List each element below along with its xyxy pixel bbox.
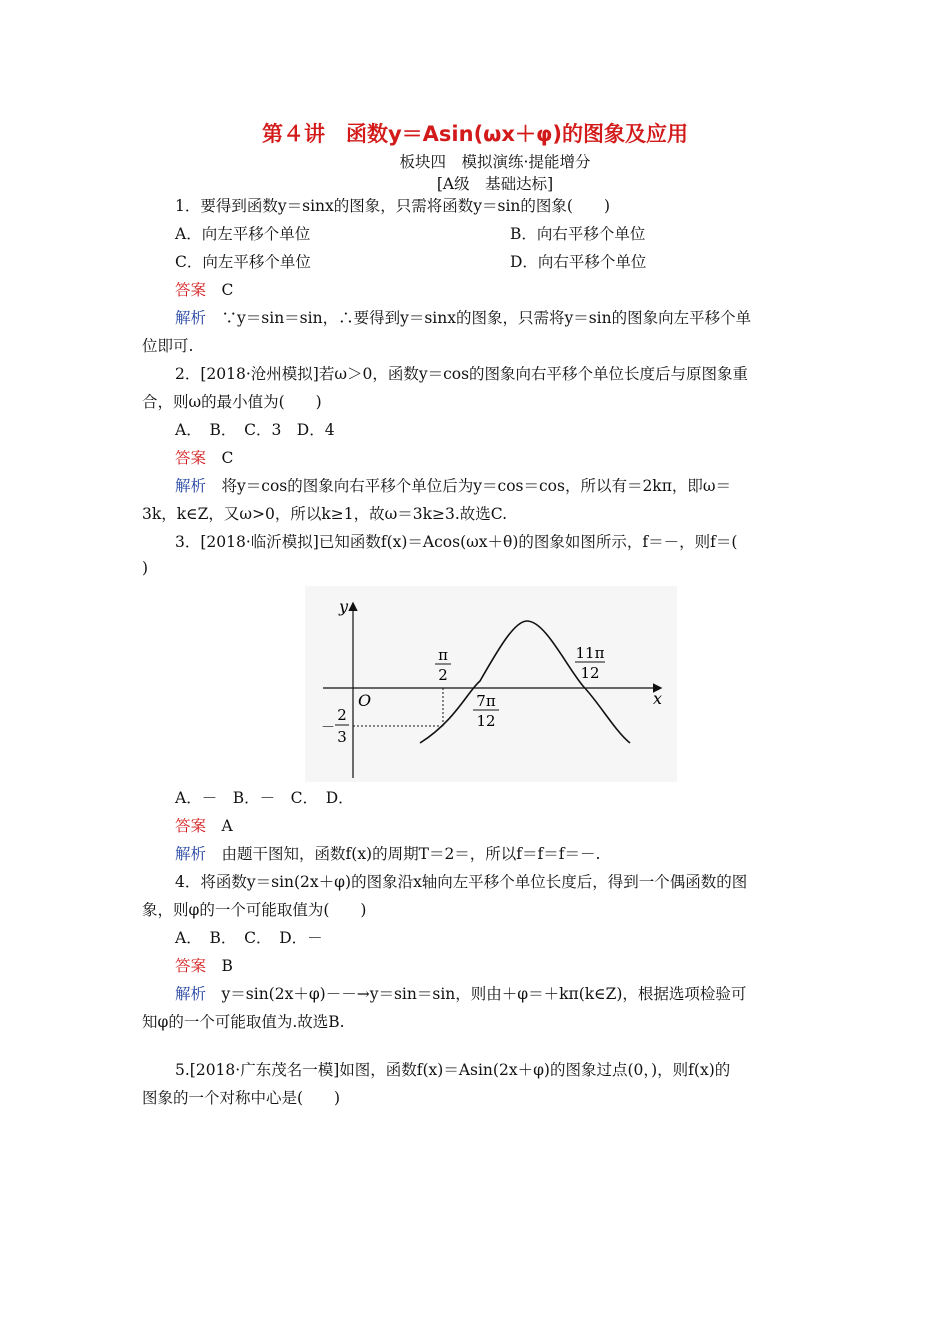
- q5-stem-line1: 5.[2018·广东茂名一模]如图，函数f(x)＝Asin(2x＋φ)的图象过点(0，)，则f(x)的: [175, 1061, 731, 1079]
- label-11pi-over-12-num: 11π: [575, 644, 605, 662]
- origin-label: O: [358, 691, 372, 710]
- label-neg-2-3-num: 2: [337, 706, 347, 724]
- answer-tag: 答案: [175, 449, 207, 467]
- page-title: 第４讲 函数y＝Asin(ωx＋φ)的图象及应用: [261, 122, 688, 146]
- q3-options: A．－ B．－ C． D．: [175, 789, 354, 807]
- q4-stem-line1: 4．将函数y＝sin(2x＋φ)的图象沿x轴向左平移个单位长度后，得到一个偶函数的图: [175, 873, 748, 891]
- q1-answer-value: C: [221, 281, 234, 299]
- q1-analysis-text1: ∵y＝sin＝sin，∴要得到y＝sinx的图象，只需将y＝sin的图象向左平移个单: [221, 309, 752, 327]
- q4-stem-line2: 象，则φ的一个可能取值为( ): [142, 901, 367, 919]
- answer-tag: 答案: [175, 281, 207, 299]
- q1-analysis-line1: [175, 308, 751, 328]
- label-pi-over-2-num: π: [438, 646, 448, 664]
- q3-answer-value: A: [221, 817, 233, 835]
- q2-stem-line1: 2．[2018·沧州模拟]若ω＞0，函数y＝cos的图象向右平移个单位长度后与原图象重: [175, 365, 749, 383]
- cosine-curve: [420, 621, 630, 743]
- q1-option-d: D．向右平移个单位: [510, 253, 647, 271]
- label-7pi-over-12-den: 12: [476, 712, 496, 730]
- q1-answer: [175, 280, 233, 300]
- label-neg-2-3-sign: －: [321, 720, 335, 736]
- label-7pi-over-12-num: 7π: [476, 692, 496, 710]
- q4-answer: [175, 956, 233, 976]
- y-axis-label: y: [339, 597, 349, 616]
- q2-analysis-line2: 3k，k∈Z，又ω>0，所以k≥1，故ω＝3k≥3.故选C.: [142, 505, 508, 523]
- analysis-tag: 解析: [175, 985, 207, 1003]
- answer-tag: 答案: [175, 957, 207, 975]
- q1-option-a: A．向左平移个单位: [175, 225, 311, 243]
- q3-analysis-text: 由题干图知，函数f(x)的周期T＝2＝，所以f＝f＝f＝－.: [221, 845, 601, 863]
- q3-stem-line1: 3．[2018·临沂模拟]已知函数f(x)＝Acos(ωx＋θ)的图象如图所示，f＝－，则f＝(: [175, 533, 738, 551]
- label-11pi-over-12-den: 12: [580, 664, 600, 682]
- q2-answer-value: C: [221, 449, 234, 467]
- q1-stem: 1．要得到函数y＝sinx的图象，只需将函数y＝sin的图象( ): [175, 197, 611, 215]
- level-heading: [A级 基础达标]: [436, 175, 554, 193]
- analysis-tag: 解析: [175, 845, 207, 863]
- analysis-tag: 解析: [175, 309, 207, 327]
- q5-stem-line2: 图象的一个对称中心是( ): [142, 1089, 341, 1107]
- q2-analysis-text1: 将y＝cos的图象向右平移个单位后为y＝cos＝cos，所以有＝2kπ，即ω＝: [221, 477, 732, 495]
- q2-analysis-line1: [175, 476, 731, 496]
- q3-answer: [175, 816, 233, 836]
- q3-analysis: [175, 844, 600, 864]
- x-axis-label: x: [653, 689, 663, 708]
- q2-answer: [175, 448, 233, 468]
- q1-analysis-line2: 位即可.: [142, 337, 194, 355]
- section-heading: 板块四 模拟演练·提能增分: [399, 153, 591, 171]
- analysis-tag: 解析: [175, 477, 207, 495]
- q4-analysis-text1: y＝sin(2x＋φ)－－→y＝sin＝sin，则由＋φ＝＋kπ(k∈Z)，根据选项检验可: [221, 985, 747, 1003]
- label-pi-over-2-den: 2: [438, 666, 448, 684]
- label-neg-2-3-den: 3: [337, 728, 347, 746]
- q2-stem-line2: 合，则ω的最小值为( ): [142, 393, 322, 411]
- q3-stem-line2: ): [142, 559, 149, 577]
- q1-option-b: B．向右平移个单位: [510, 225, 646, 243]
- q3-function-graph: [305, 586, 677, 782]
- q4-analysis-line1: [175, 984, 746, 1004]
- q4-answer-value: B: [221, 957, 233, 975]
- q1-option-c: C．向左平移个单位: [175, 253, 311, 271]
- q2-options: A． B． C．3 D．4: [175, 421, 335, 439]
- q4-analysis-line2: 知φ的一个可能取值为.故选B.: [142, 1013, 345, 1031]
- q4-options: A． B． C． D．－: [175, 929, 323, 947]
- answer-tag: 答案: [175, 817, 207, 835]
